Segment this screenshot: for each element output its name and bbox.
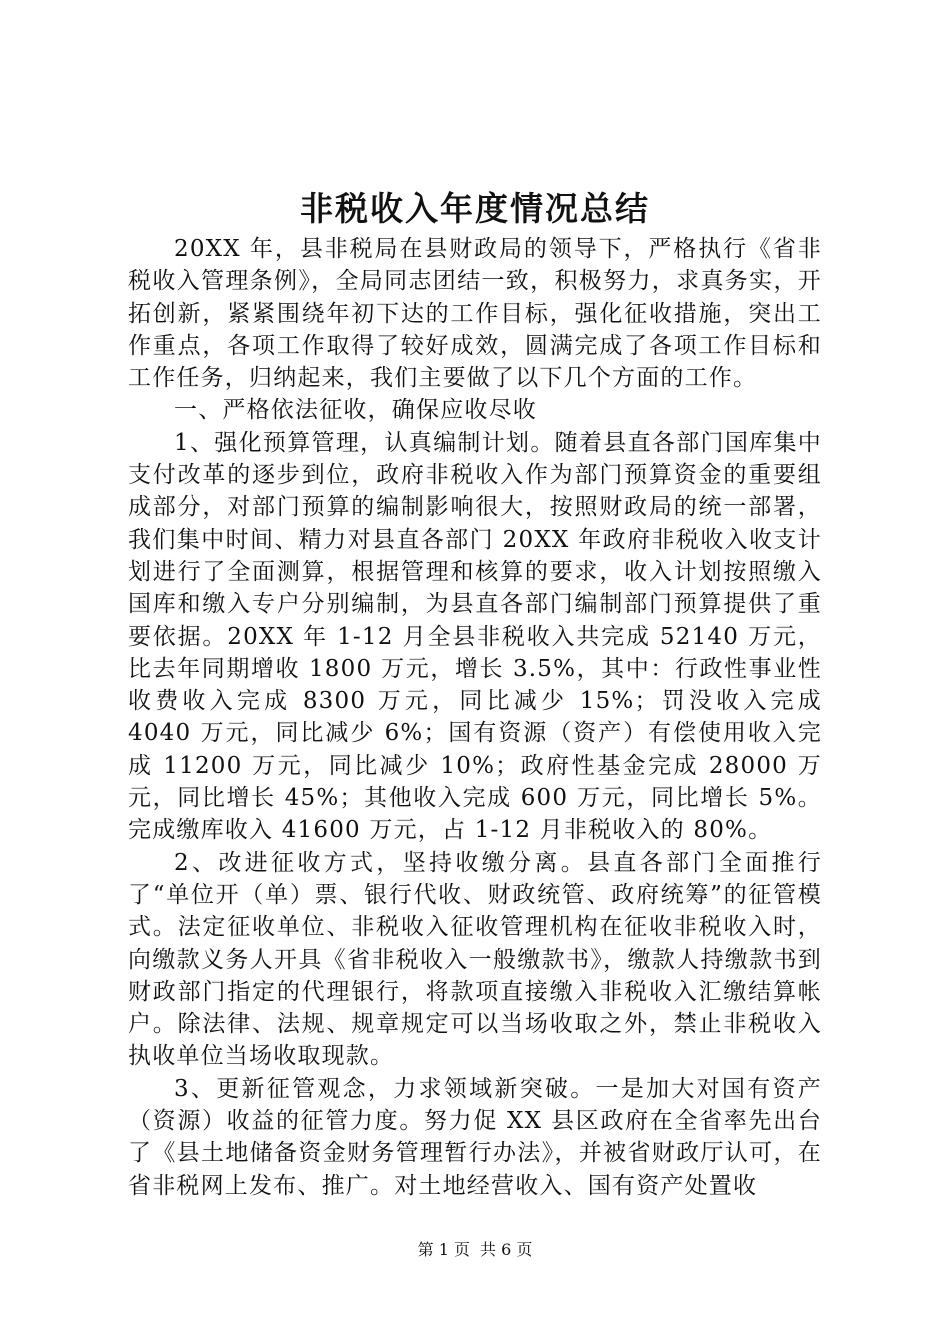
- page-footer: [0, 1238, 950, 1262]
- document-title: 非税收入年度情况总结: [300, 189, 650, 228]
- body-paragraph-3: 3、更新征管观念，力求领域新突破。一是加大对国有资产（资源）收益的征管力度。努力促 XX 县区政府在全省率先出台了《县土地储备资金财务管理暂行办法》，并被省财政厅认可，在省非税网上发布、推广。对土地经营收入、国有资产处置收: [128, 1075, 822, 1199]
- document-body: [128, 233, 822, 1202]
- page-number: 第 1 页: [417, 1240, 470, 1259]
- section-heading-1: 一、严格依法征收，确保应收尽收: [174, 397, 537, 424]
- intro-paragraph: 20XX 年，县非税局在县财政局的领导下，严格执行《省非税收入管理条例》，全局同志团结一致，积极努力，求真务实，开拓创新，紧紧围绕年初下达的工作目标，强化征收措施，突出工作重点，各项工作取得了较好成效，圆满完成了各项工作目标和工作任务，归纳起来，我们主要做了以下几个方面的工作。: [128, 236, 822, 392]
- body-paragraph-1: 1、强化预算管理，认真编制计划。随着县直各部门国库集中支付改革的逐步到位，政府非税收入作为部门预算资金的重要组成部分，对部门预算的编制影响很大，按照财政局的统一部署，我们集中时间、精力对县直各部门 20XX 年政府非税收入收支计划进行了全面测算，根据管理和核算的要求，收入计划按照缴入国库和缴入专户分别编制，为县直各部门编制部门预算提供了重要依据。20XX 年 1-12 月全县非税收入共完成 52140 万元，比去年同期增收 1800 万元，增长 3.5%，其中：行政性事业性收费收入完成 8300 万元，同比减少 15%；罚没收入完成 4040 万元，同比减少 6%；国有资源（资产）有偿使用收入完成 11200 万元，同比减少 10%；政府性基金完成 28000 万元，同比增长 45%；其他收入完成 600 万元，同比增长 5%。完成缴库收入 41600 万元，占 1-12 月非税收入的 80%。: [128, 429, 822, 844]
- body-paragraph-2: 2、改进征收方式，坚持收缴分离。县直各部门全面推行了“单位开（单）票、银行代收、财政统管、政府统筹”的征管模式。法定征收单位、非税收入征收管理机构在征收非税收入时，向缴款义务人开具《省非税收入一般缴款书》，缴款人持缴款书到财政部门指定的代理银行，将款项直接缴入非税收入汇缴结算帐户。除法律、法规、规章规定可以当场收取之外，禁止非税收入执收单位当场收取现款。: [128, 849, 822, 1070]
- page-total: 共 6 页: [480, 1240, 533, 1259]
